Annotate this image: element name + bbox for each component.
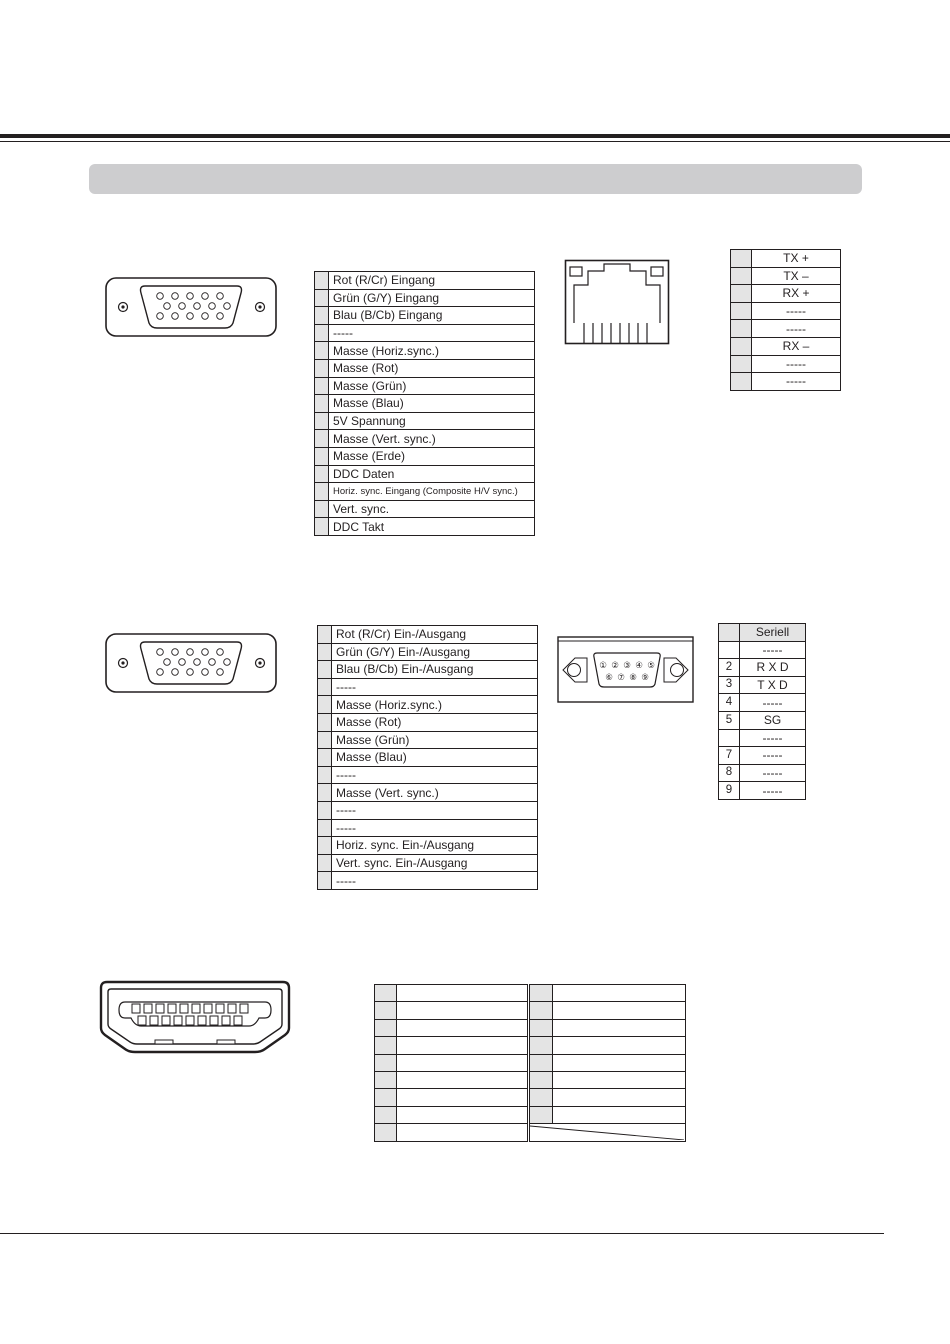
table-row [318,801,538,819]
vga-in-connector-icon [105,276,277,338]
pin-number-cell: 4 [719,694,740,712]
table-row [318,819,538,837]
table-row [719,782,806,800]
pin-signal-cell: ----- [740,764,806,782]
vga-out-connector-icon [105,632,277,694]
pin-signal-cell: Masse (Blau) [329,395,535,413]
serial-pin-table [718,623,806,800]
pin-signal-cell: Blau (B/Cb) Ein-/Ausgang [332,661,538,679]
table-row [719,676,806,694]
pin-signal-cell: ----- [329,324,535,342]
pin-signal-cell: ----- [740,729,806,747]
pin-signal-cell [397,1037,528,1054]
pin-number-cell [315,518,329,536]
pin-number-cell [731,267,752,285]
pin-number-cell [315,377,329,395]
pin-signal-cell [552,985,685,1002]
table-row [375,1071,686,1088]
table-row [315,307,535,325]
pin-number-cell [315,465,329,483]
pin-number-cell [318,854,332,872]
pin-number-cell [318,819,332,837]
pin-signal-cell [397,1071,528,1088]
pin-signal-cell: Masse (Vert. sync.) [332,784,538,802]
pin-number-cell [375,1124,397,1141]
pin-number-cell [315,395,329,413]
pin-number-cell [318,713,332,731]
pin-number-cell [375,985,397,1002]
pin-number-cell [731,302,752,320]
empty-cell [530,1124,686,1141]
pin-signal-cell [552,1071,685,1088]
pin-number-cell [318,661,332,679]
pin-number-cell [731,320,752,338]
pin-signal-cell: ----- [332,766,538,784]
table-header-row [719,624,806,642]
pin-number-cell [530,1019,552,1036]
pin-signal-cell: Masse (Erde) [329,447,535,465]
table-row [315,500,535,518]
pin-signal-cell: Masse (Blau) [332,749,538,767]
table-row [375,1002,686,1019]
table-row [719,694,806,712]
pin-signal-cell: Grün (G/Y) Ein-/Ausgang [332,643,538,661]
pin-number-cell [530,1002,552,1019]
table-row [318,784,538,802]
pin-signal-cell: Masse (Rot) [332,713,538,731]
pin-signal-cell: Blau (B/Cb) Eingang [329,307,535,325]
pin-signal-cell [552,1002,685,1019]
pin-number-cell [375,1054,397,1071]
pin-signal-cell [552,1037,685,1054]
table-row [318,696,538,714]
pin-signal-cell: Vert. sync. Ein-/Ausgang [332,854,538,872]
table-row [375,1054,686,1071]
table-row [315,483,535,501]
serial-pin-label: ⑨ [641,673,649,683]
pin-signal-cell [397,1019,528,1036]
serial-pin-label: ⑦ [617,673,625,683]
pin-number-cell [731,250,752,268]
pin-signal-cell [397,1002,528,1019]
table-row [318,749,538,767]
table-row [731,267,841,285]
pin-signal-cell: Rot (R/Cr) Ein-/Ausgang [332,626,538,644]
pin-number-cell: 8 [719,764,740,782]
pin-number-cell [731,285,752,303]
table-row [315,412,535,430]
serial-pin-label: ⑥ [605,673,613,683]
pin-number-cell [375,1019,397,1036]
pin-number-cell [530,1106,552,1123]
table-row [375,1019,686,1036]
table-row [318,643,538,661]
vga-out-pin-table [317,625,538,890]
table-row [375,1106,686,1123]
serial-pin-label: ③ [623,661,631,671]
pin-number-cell [719,729,740,747]
pin-number-cell [530,1071,552,1088]
pin-signal-cell: TX + [752,250,841,268]
serial-pin-label: ⑧ [629,673,637,683]
table-row [315,518,535,536]
table-row [318,854,538,872]
pin-signal-cell: T X D [740,676,806,694]
pin-signal-cell: ----- [740,747,806,765]
section-title-bar [89,164,862,194]
pin-number-cell: 9 [719,782,740,800]
pin-signal-cell [397,1106,528,1123]
hdmi-connector-icon [99,980,291,1054]
pin-number-cell [375,1037,397,1054]
pin-number-cell [318,872,332,890]
serial-connector-icon [557,636,695,704]
pin-signal-cell: DDC Daten [329,465,535,483]
pin-number-cell [315,272,329,290]
table-row [315,377,535,395]
pin-signal-cell: ----- [332,801,538,819]
vga-in-pin-table [314,271,535,536]
pin-signal-cell [552,1019,685,1036]
pin-signal-cell: DDC Takt [329,518,535,536]
pin-signal-cell [552,1106,685,1123]
pin-number-cell [315,430,329,448]
pin-number-cell [315,500,329,518]
pin-signal-cell: ----- [332,872,538,890]
pin-number-cell [375,1002,397,1019]
pin-number-cell [530,1089,552,1106]
pin-number-cell [375,1106,397,1123]
pin-number-cell [315,447,329,465]
pin-number-cell [318,784,332,802]
pin-signal-cell: Horiz. sync. Eingang (Composite H/V sync.) [329,483,535,501]
pin-signal-cell: Masse (Rot) [329,359,535,377]
pin-number-cell [315,359,329,377]
pin-number-cell [315,324,329,342]
table-row [719,711,806,729]
pin-number-cell [318,696,332,714]
pin-signal-cell: ----- [752,373,841,391]
pin-signal-cell: ----- [740,782,806,800]
pin-signal-cell [397,985,528,1002]
table-row [375,1124,686,1141]
table-row [375,1089,686,1106]
pin-signal-cell: TX – [752,267,841,285]
pin-signal-cell: Masse (Vert. sync.) [329,430,535,448]
pin-signal-cell: Masse (Grün) [329,377,535,395]
pin-number-cell [318,731,332,749]
serial-pin-label: ⑤ [647,661,655,671]
table-row [318,837,538,855]
diagonal-strike-icon [530,1124,684,1140]
table-row [731,320,841,338]
table-header: Seriell [740,624,806,642]
hdmi-pin-table [374,984,686,1142]
table-row [375,1037,686,1054]
pin-number-cell [315,307,329,325]
pin-signal-cell: ----- [752,320,841,338]
pin-number-cell: 7 [719,747,740,765]
table-row [318,661,538,679]
pin-signal-cell: Vert. sync. [329,500,535,518]
table-row [318,766,538,784]
pin-signal-cell: Grün (G/Y) Eingang [329,289,535,307]
pin-number-cell [315,483,329,501]
pin-number-cell [530,985,552,1002]
pin-signal-cell: Masse (Horiz.sync.) [329,342,535,360]
pin-signal-cell: SG [740,711,806,729]
lan-connector-icon [564,259,670,345]
table-row [318,872,538,890]
pin-number-cell [318,766,332,784]
pin-signal-cell: ----- [740,694,806,712]
table-row [731,302,841,320]
header-rule-thin [0,141,950,142]
table-row [315,289,535,307]
pin-number-cell [530,1037,552,1054]
header-rule-thick [0,134,950,138]
table-row [315,272,535,290]
pin-signal-cell: Masse (Grün) [332,731,538,749]
table-row [315,465,535,483]
pin-number-cell [315,342,329,360]
pin-number-cell: 2 [719,659,740,677]
pin-signal-cell: ----- [740,641,806,659]
pin-number-cell [530,1054,552,1071]
lan-pin-table [730,249,841,391]
pin-signal-cell: RX – [752,337,841,355]
pin-signal-cell [397,1089,528,1106]
table-row [315,447,535,465]
pin-signal-cell: R X D [740,659,806,677]
table-row [375,985,686,1002]
pin-number-cell [318,801,332,819]
pin-signal-cell [552,1089,685,1106]
pin-number-cell [315,289,329,307]
table-row [719,659,806,677]
pin-number-cell: 3 [719,676,740,694]
table-row [731,250,841,268]
pin-number-cell [731,373,752,391]
table-row [318,731,538,749]
pin-number-cell [318,749,332,767]
table-row [318,678,538,696]
pin-signal-cell: RX + [752,285,841,303]
table-row [731,285,841,303]
table-row [315,395,535,413]
pin-signal-cell [397,1054,528,1071]
pin-signal-cell: ----- [332,819,538,837]
pin-number-cell [719,624,740,642]
pin-signal-cell: ----- [752,355,841,373]
table-row [731,373,841,391]
table-row [318,626,538,644]
pin-signal-cell: ----- [752,302,841,320]
table-row [315,359,535,377]
pin-signal-cell: Horiz. sync. Ein-/Ausgang [332,837,538,855]
pin-signal-cell [397,1124,528,1141]
pin-number-cell [318,626,332,644]
table-row [719,747,806,765]
table-row [315,342,535,360]
pin-number-cell [719,641,740,659]
pin-number-cell [375,1071,397,1088]
pin-signal-cell: Rot (R/Cr) Eingang [329,272,535,290]
footer-rule [0,1233,884,1234]
pin-signal-cell: Masse (Horiz.sync.) [332,696,538,714]
table-row [318,713,538,731]
table-row [731,355,841,373]
pin-signal-cell: 5V Spannung [329,412,535,430]
serial-pin-label: ② [611,661,619,671]
pin-number-cell [318,678,332,696]
pin-number-cell [375,1089,397,1106]
table-row [719,641,806,659]
serial-pin-label: ④ [635,661,643,671]
table-row [315,324,535,342]
pin-number-cell [318,643,332,661]
pin-number-cell [318,837,332,855]
serial-pin-label: ① [599,661,607,671]
pin-number-cell [315,412,329,430]
pin-signal-cell [552,1054,685,1071]
table-row [731,337,841,355]
table-row [719,764,806,782]
pin-number-cell [731,355,752,373]
pin-number-cell [731,337,752,355]
pin-number-cell: 5 [719,711,740,729]
pin-signal-cell: ----- [332,678,538,696]
table-row [719,729,806,747]
table-row [315,430,535,448]
